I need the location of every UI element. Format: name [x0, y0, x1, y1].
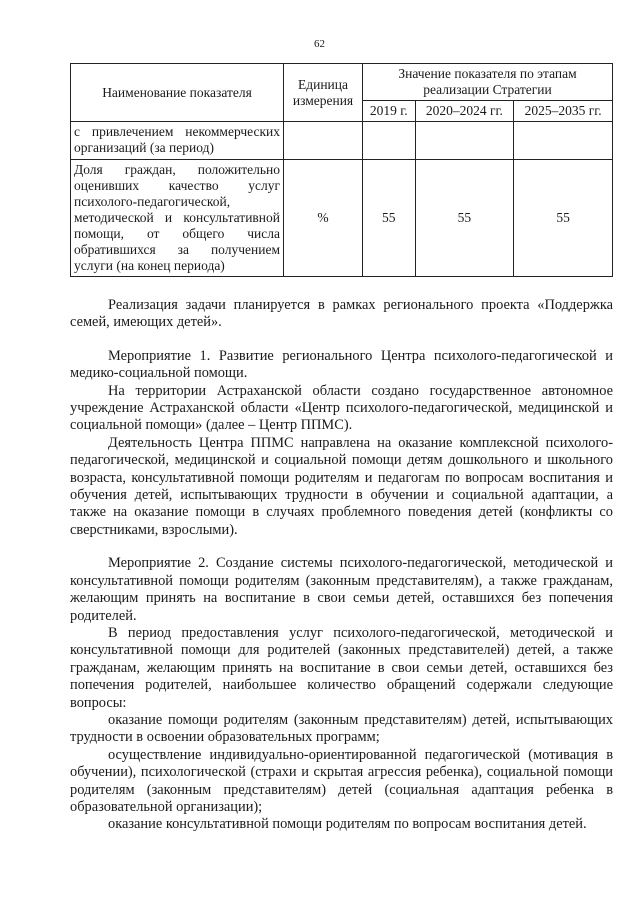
- list-item: оказание консультативной помощи родителям по вопросам воспитания детей.: [108, 816, 587, 833]
- header-year-2025-2035: 2025–2035 гг.: [514, 101, 613, 122]
- paragraph-measure-1: Мероприятие 1. Развитие регионального Центра психолого-педагогической и медико-социальной помощи.: [70, 347, 613, 382]
- header-year-2019: 2019 г.: [363, 101, 416, 122]
- indicator-name: Доля граждан, положительно оценивших качество услуг психолого-педагогической, методической и консультативной помощи, от общего числа обратившихся за получением услуги (на конец периода): [71, 160, 284, 277]
- header-unit: Единица измерения: [284, 64, 363, 122]
- table-row: [71, 122, 613, 160]
- header-indicator-name: Наименование показателя: [71, 64, 284, 122]
- indicator-value-2020-2024: [415, 122, 514, 160]
- header-year-2020-2024: 2020–2024 гг.: [415, 101, 514, 122]
- paragraph-measure-2: Мероприятие 2. Создание системы психолого-педагогической, методической и консультативной помощи родителям (законным представителям), а также гражданам, желающим принять на воспитание в свои семьи детей, оставшихся без попечения родителей.: [70, 555, 613, 624]
- paragraph-center-created: На территории Астраханской области создано государственное автономное учреждение Астраханской области «Центр психолого-педагогической, медицинской и социальной помощи» (далее – Центр ППМС).: [70, 382, 613, 434]
- indicator-value-2019: 55: [363, 160, 416, 277]
- table-row: [71, 160, 613, 277]
- header-stage-values: Значение показателя по этапам реализации Стратегии: [363, 64, 613, 101]
- list-item: осуществление индивидуально-ориентированной педагогической (мотивация в обучении), психологической (страхи и скрытая агрессия ребенка), социальной помощи родителям (законным представителям) детей (социальная адаптация ребенка в образовательной организации);: [70, 746, 613, 815]
- paragraph-regional-project: Реализация задачи планируется в рамках регионального проекта «Поддержка семей, имеющих детей».: [70, 297, 613, 331]
- paragraph-center-activity: Деятельность Центра ППМС направлена на оказание комплексной психолого-педагогической, медицинской и социальной помощи детям дошкольного и школьного возраста, консультативной помощи родителям и педагогам по вопросам воспитания и обучения детей, испытывающих трудности в обучении и социальной адаптации, а также на оказание помощи в случаях проблемного поведения детей (конфликты со сверстниками, взрослыми).: [70, 434, 613, 538]
- table-header-row: [71, 64, 613, 101]
- list-item: оказание помощи родителям (законным представителям) детей, испытывающих трудности в освоении образовательных программ;: [70, 711, 613, 746]
- indicator-value-2019: [363, 122, 416, 160]
- indicator-unit: [284, 122, 363, 160]
- indicator-unit: %: [284, 160, 363, 277]
- indicator-name: с привлечением некоммерческих организаций (за период): [71, 122, 284, 160]
- paragraph-service-period: В период предоставления услуг психолого-педагогической, методической и консультативной помощи для родителей (законных представителей) детей, а также гражданам, желающим принять на воспитание в свои семьи детей, оставшихся без попечения родителей, наибольшее количество обращений содержали следующие вопросы:: [70, 624, 613, 711]
- indicator-value-2020-2024: 55: [415, 160, 514, 277]
- indicator-value-2025-2035: 55: [514, 160, 613, 277]
- page-number: 62: [314, 38, 325, 50]
- indicator-value-2025-2035: [514, 122, 613, 160]
- body-text: [70, 297, 613, 834]
- indicators-table: [70, 63, 613, 277]
